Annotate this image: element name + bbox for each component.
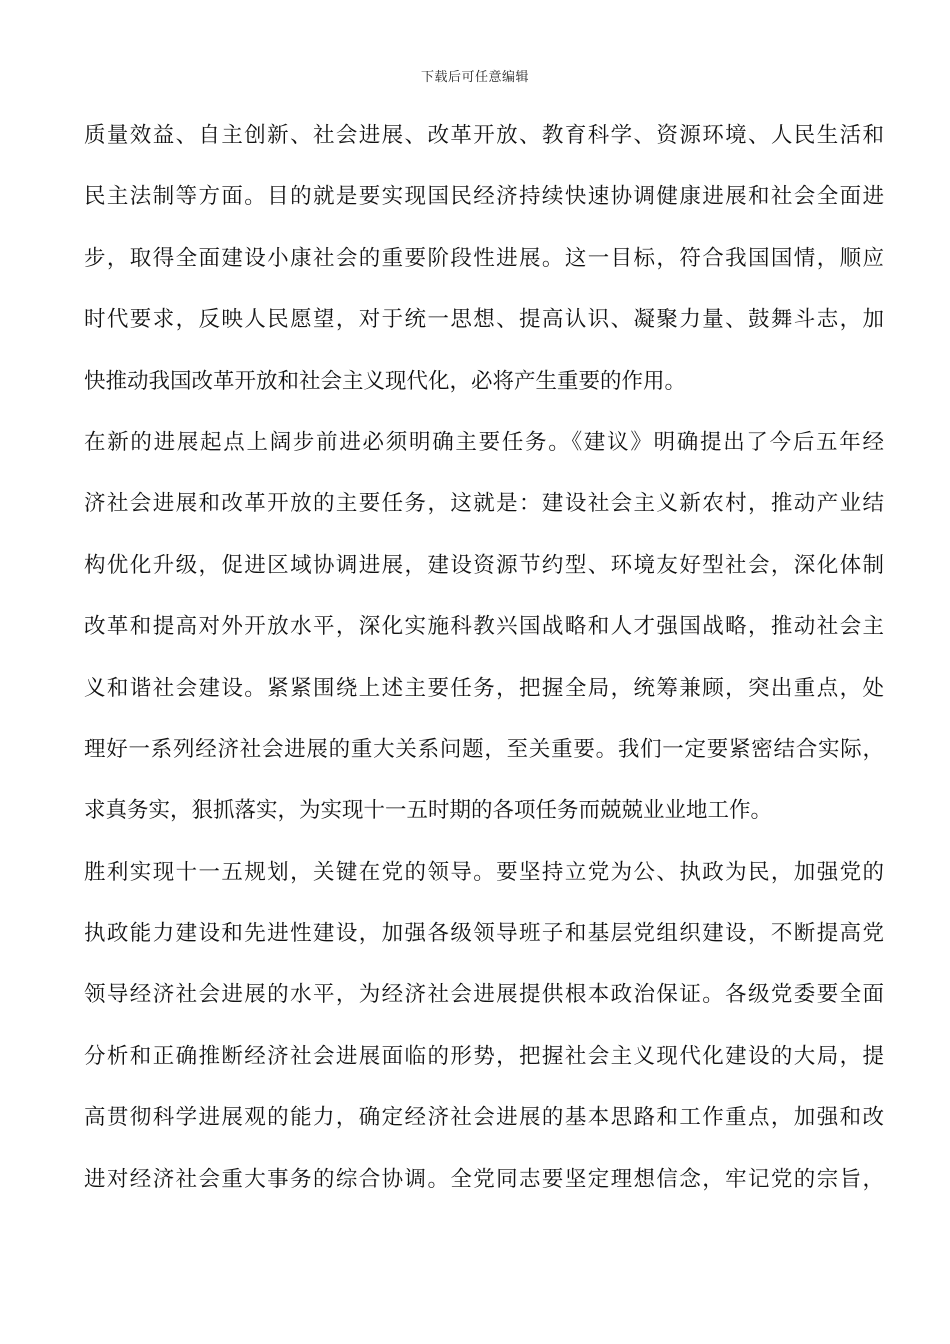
text-line: 领导经济社会进展的水平，为经济社会进展提供根本政治保证。各级党委要全面 bbox=[84, 982, 884, 1008]
text-line: 分析和正确推断经济社会进展面临的形势，把握社会主义现代化建设的大局，提 bbox=[84, 1043, 884, 1069]
text-line: 在新的进展起点上阔步前进必须明确主要任务。《建议》明确提出了今后五年经 bbox=[84, 429, 884, 455]
page-header: 下载后可任意编辑 bbox=[420, 70, 529, 85]
text-line: 济社会进展和改革开放的主要任务，这就是：建设社会主义新农村，推动产业结 bbox=[84, 491, 884, 517]
document-body bbox=[84, 114, 884, 1219]
text-line: 质量效益、自主创新、社会进展、改革开放、教育科学、资源环境、人民生活和 bbox=[84, 123, 884, 148]
text-line: 胜利实现十一五规划，关键在党的领导。要坚持立党为公、执政为民，加强党的 bbox=[84, 859, 884, 885]
text-line: 快推动我国改革开放和社会主义现代化，必将产生重要的作用。 bbox=[84, 368, 687, 394]
text-line: 步，取得全面建设小康社会的重要阶段性进展。这一目标，符合我国国情，顺应 bbox=[84, 245, 884, 271]
text-line: 求真务实，狠抓落实，为实现十一五时期的各项任务而兢兢业业地工作。 bbox=[84, 798, 773, 824]
text-line: 执政能力建设和先进性建设，加强各级领导班子和基层党组织建设，不断提高党 bbox=[84, 921, 884, 947]
text-line: 改革和提高对外开放水平，深化实施科教兴国战略和人才强国战略，推动社会主 bbox=[84, 614, 884, 640]
text-line: 义和谐社会建设。紧紧围绕上述主要任务，把握全局，统筹兼顾，突出重点，处 bbox=[84, 675, 884, 701]
text-line: 时代要求，反映人民愿望，对于统一思想、提高认识、凝聚力量、鼓舞斗志，加 bbox=[84, 307, 884, 333]
text-line: 进对经济社会重大事务的综合协调。全党同志要坚定理想信念，牢记党的宗旨， bbox=[84, 1166, 884, 1192]
paragraph-party-leadership bbox=[84, 851, 884, 1219]
text-line: 理好一系列经济社会进展的重大关系问题，至关重要。我们一定要紧密结合实际， bbox=[84, 736, 884, 762]
paragraph-goals bbox=[84, 114, 884, 421]
text-line: 构优化升级，促进区域协调进展，建设资源节约型、环境友好型社会，深化体制 bbox=[84, 552, 884, 578]
text-line: 高贯彻科学进展观的能力，确定经济社会进展的基本思路和工作重点，加强和改 bbox=[84, 1105, 884, 1131]
paragraph-main-tasks bbox=[84, 421, 884, 851]
text-line: 民主法制等方面。目的就是要实现国民经济持续快速协调健康进展和社会全面进 bbox=[84, 184, 884, 210]
